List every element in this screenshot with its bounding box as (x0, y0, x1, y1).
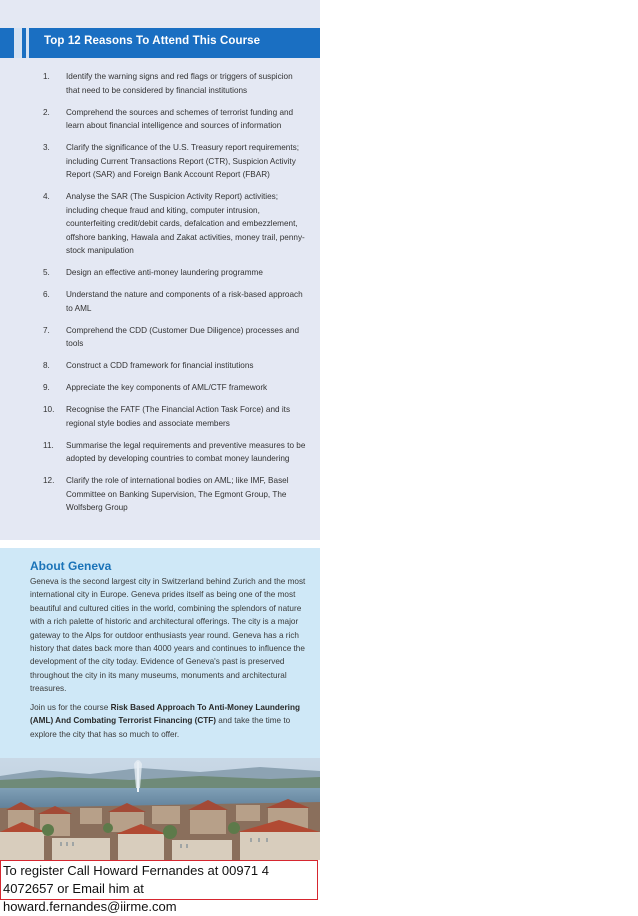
list-item (0, 474, 320, 515)
item-number: 1. (43, 72, 50, 81)
list-item (0, 190, 320, 258)
item-text: Clarify the role of international bodies on AML; like IMF, Basel Committee on Banking Supervision, The Egmont Group, The Wolfsberg Group (66, 476, 289, 512)
item-number: 2. (43, 107, 50, 117)
register-text: To register Call Howard Fernandes at 00971 4 4072657 or Email him at howard.fernandes@iirme.com (3, 863, 269, 914)
item-text: Construct a CDD framework for financial institutions (66, 361, 254, 370)
item-text: Appreciate the key components of AML/CTF framework (66, 383, 268, 392)
about-geneva-panel (0, 548, 320, 758)
item-text: Recognise the FATF (The Financial Action Task Force) and its regional style bodies and associate members (66, 405, 291, 428)
list-item (0, 359, 320, 373)
geneva-join-text (30, 701, 312, 741)
item-number: 5. (43, 268, 50, 277)
item-text: Analyse the SAR (The Suspicion Activity Report) activities; including cheque fraud and kiting, computer intrusion, counterfeiting credit/debit cards, defalcation and embezzlement, offshore banking, Hawala and Zakat activities, money trail, penny-stock manipulation (66, 192, 305, 255)
list-item (0, 141, 320, 182)
item-text: Summarise the legal requirements and preventive measures to be adopted by developing countries to combat money laundering (66, 440, 306, 463)
register-contact-box (0, 860, 318, 914)
item-text: Comprehend the CDD (Customer Due Diligence) processes and tools (66, 325, 299, 348)
item-number: 6. (43, 290, 50, 299)
geneva-title: About Geneva (30, 559, 112, 573)
list-item (0, 106, 320, 133)
item-number: 4. (43, 192, 50, 201)
item-text: Design an effective anti-money laundering programme (66, 268, 263, 277)
title-bar-marker (14, 28, 22, 58)
list-item (0, 70, 320, 97)
reasons-title-bar (0, 28, 320, 58)
item-number: 7. (43, 325, 50, 335)
item-number: 10. (43, 405, 55, 414)
geneva-body: Geneva is the second largest city in Switzerland behind Zurich and the most international city in Europe. Geneva prides itself as being one of the most beautiful and cultured cities in the world, combining the splendors of nature with a rich palette of historic and architectural offerings. The city is a major gateway to the Alps for outdoor enthusiasts year round. Geneva has a rich history that dates back more than 4000 years and continues to influence the development of the city today. Evidence of Geneva's past is preserved throughout the city in its many museums, monuments and architectural treasures. (30, 577, 306, 694)
item-text: Identify the warning signs and red flags or triggers of suspicion that need to be considered by financial institutions (66, 72, 293, 95)
item-number: 12. (43, 476, 55, 485)
reasons-panel (0, 0, 320, 540)
reasons-list (0, 70, 320, 523)
list-item (0, 381, 320, 395)
item-number: 11. (43, 440, 54, 450)
list-item (0, 439, 320, 466)
item-text: Comprehend the sources and schemes of terrorist funding and learn about financial intelligence and sources of information (66, 107, 294, 130)
reasons-title: Top 12 Reasons To Attend This Course (44, 35, 261, 47)
list-item (0, 288, 320, 315)
item-number: 9. (43, 383, 50, 392)
join-suffix: and take the time to explore the city that has so much to offer. (30, 716, 291, 739)
item-number: 3. (43, 143, 50, 152)
list-item (0, 324, 320, 351)
title-bar-stripe (26, 28, 29, 58)
course-name: Risk Based Approach To Anti-Money Laundering (AML) And Combating Terrorist Financing (CTF) (30, 703, 300, 726)
list-item (0, 266, 320, 280)
item-text: Clarify the significance of the U.S. Treasury report requirements; including Current Transactions Report (CTR), Suspicion Activity Report (SAR) and Foreign Bank Account Report (FBAR) (66, 143, 299, 179)
geneva-cityscape-photo (0, 758, 320, 860)
item-number: 8. (43, 361, 50, 370)
join-prefix: Join us for the course (30, 703, 111, 712)
item-text: Understand the nature and components of a risk-based approach to AML (66, 290, 303, 313)
list-item (0, 403, 320, 430)
